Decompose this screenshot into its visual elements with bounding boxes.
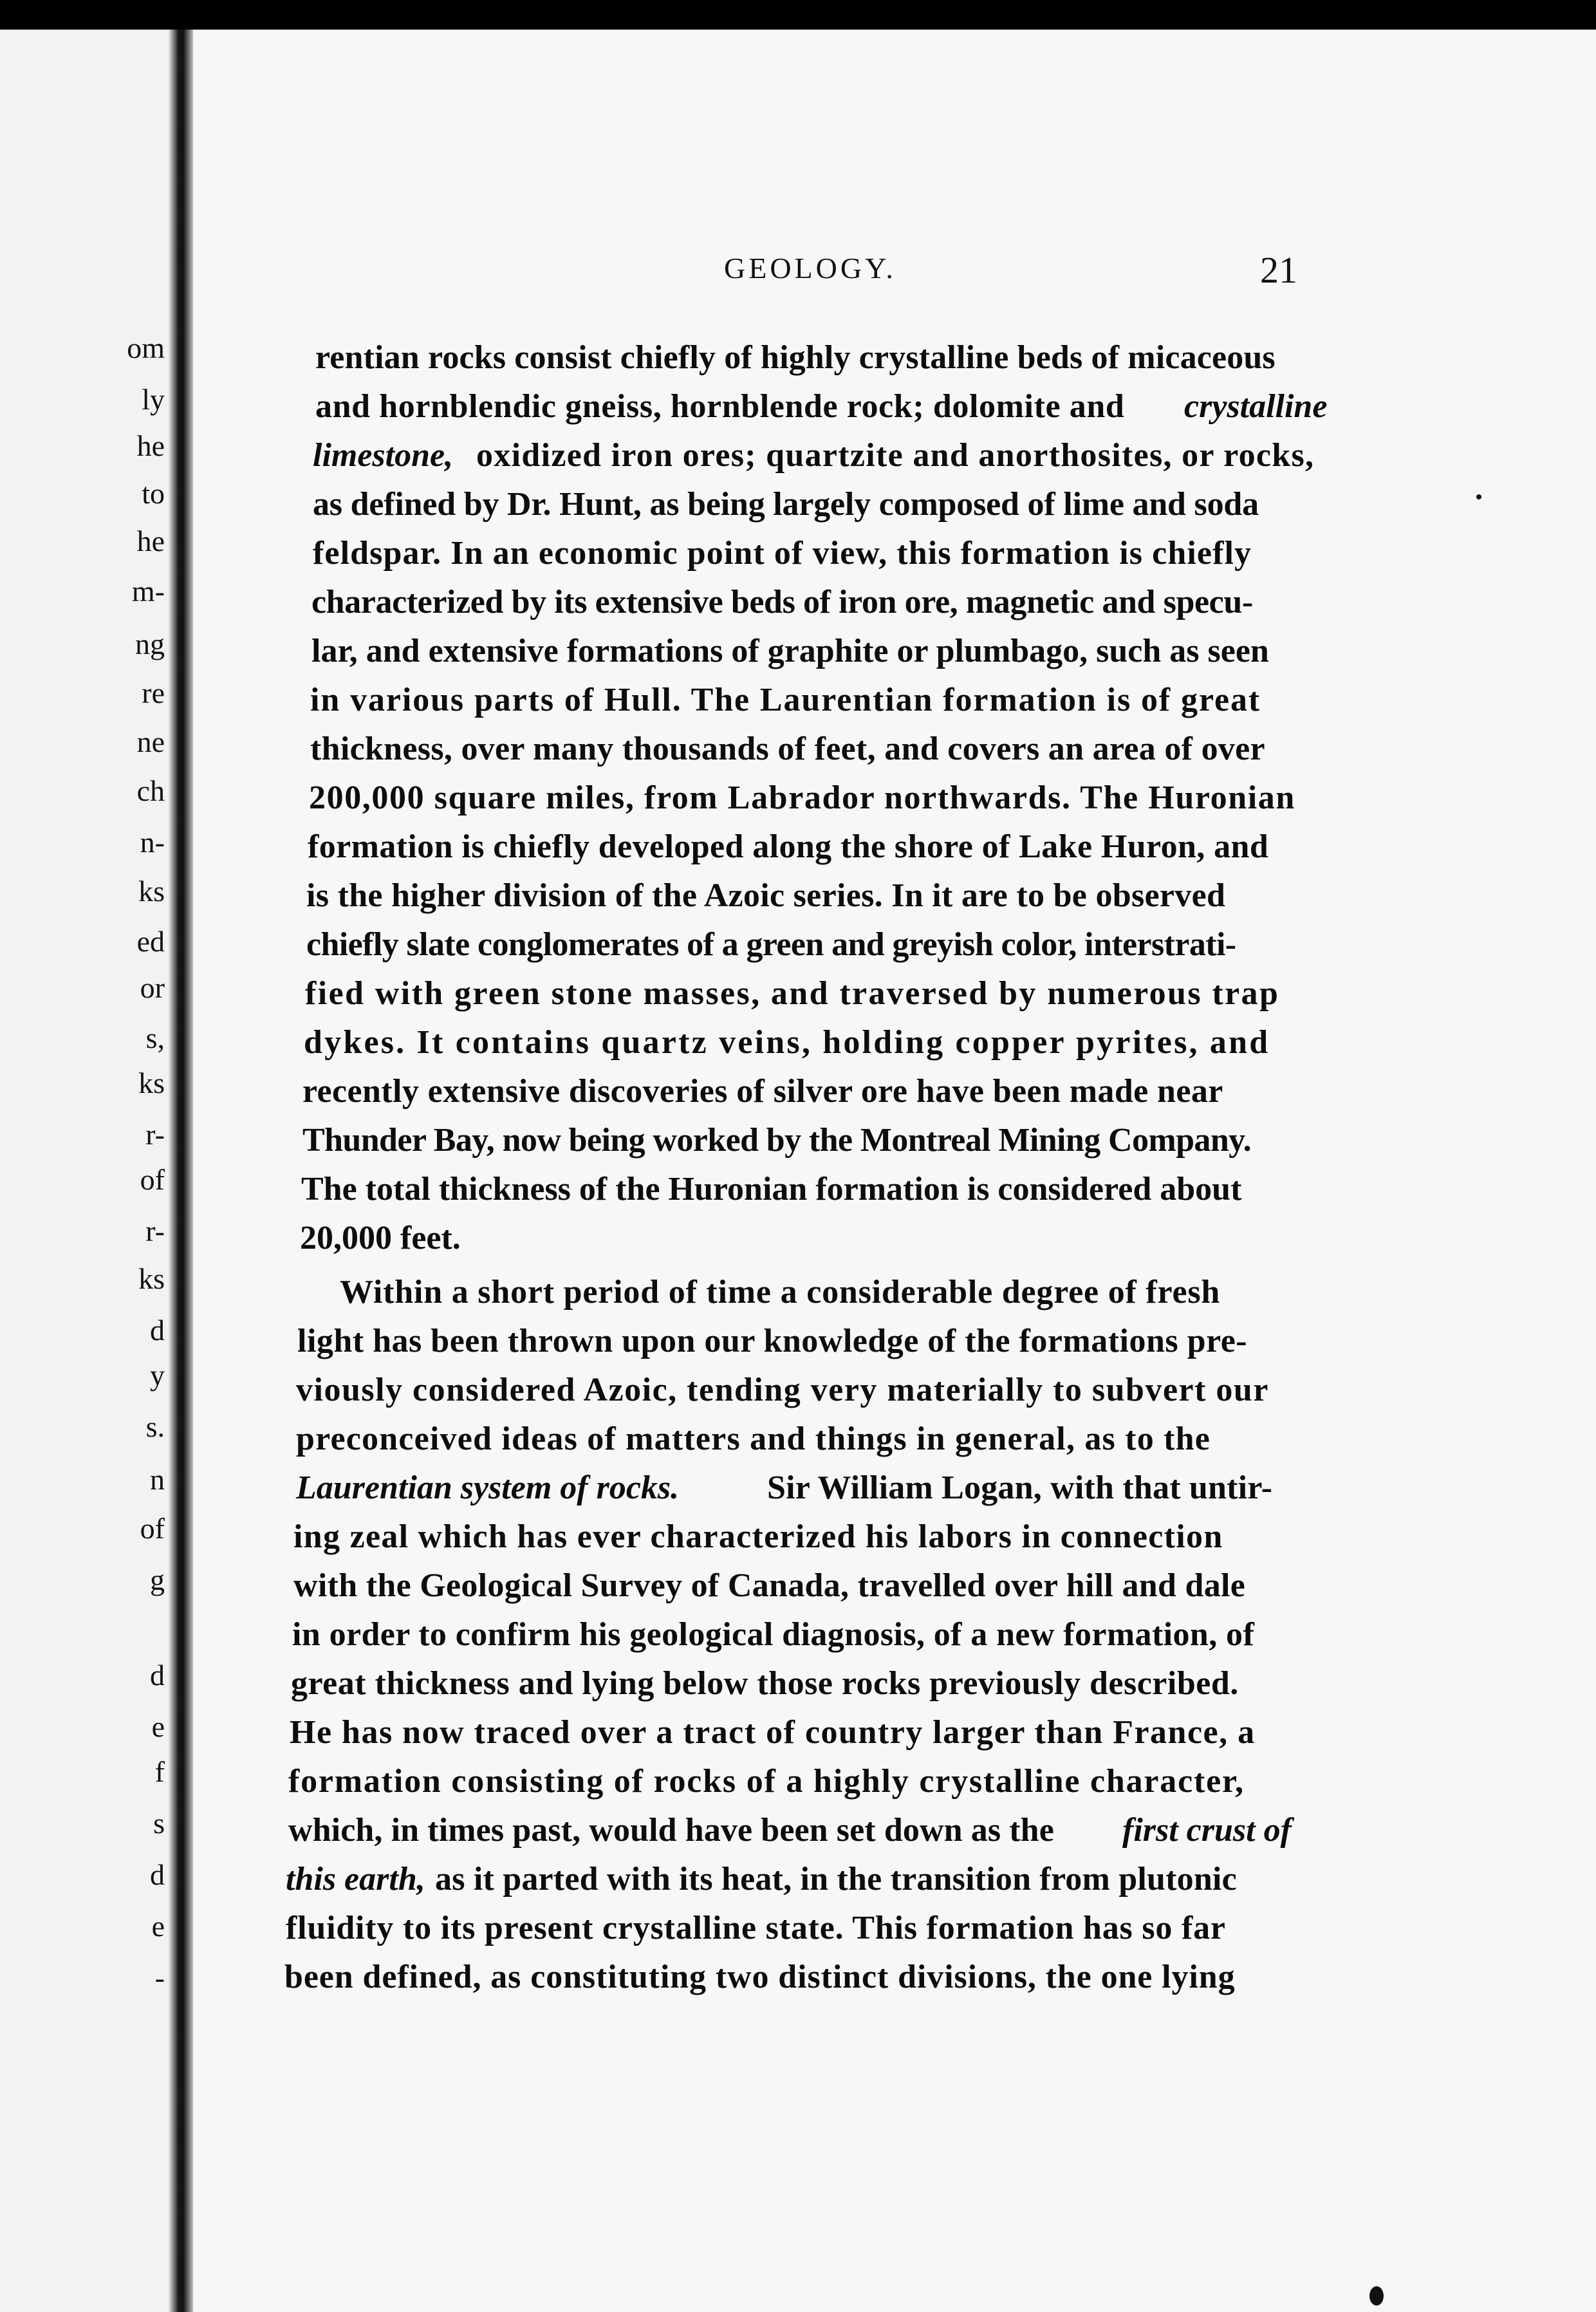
body-line: 200,000 square miles, from Labrador northwards. The Huronian [309,779,1295,816]
scan-speck [1369,2286,1384,2306]
left-page-fragment: ne [136,725,165,758]
left-page-fragment: e [151,1910,165,1943]
body-line: 20,000 feet. [300,1220,461,1256]
left-page-fragment: to [142,477,165,510]
left-page-fragment: y [150,1359,165,1392]
body-line: been defined, as constituting two distinct divisions, the one lying [284,1959,1236,1995]
body-line: is the higher division of the Azoic series. In it are to be observed [306,877,1226,914]
left-page-fragment: d [150,1314,165,1347]
body-line: chiefly slate conglomerates of a green and greyish color, interstrati- [306,926,1236,963]
body-line: recently extensive discoveries of silver ore have been made near [302,1073,1223,1110]
left-page-fragment: ks [138,1262,165,1295]
left-page-fragment: n- [140,826,165,859]
body-line: Sir William Logan, with that untir- [767,1469,1273,1506]
body-line: which, in times past, would have been set down as the [288,1812,1054,1849]
body-line: characterized by its extensive beds of iron ore, magnetic and specu- [311,584,1253,620]
body-line: feldspar. In an economic point of view, this formation is chiefly [313,535,1252,572]
left-page-fragment: d [150,1659,165,1692]
left-page-fragment: ng [135,628,165,660]
body-line: oxidized iron ores; quartzite and anorthosites, or rocks, [476,437,1315,474]
left-page-fragment: of [140,1512,165,1545]
body-line: fied with green stone masses, and traversed by numerous trap [305,975,1280,1012]
body-line-italic: this earth, [286,1861,425,1897]
body-line: as defined by Dr. Hunt, as being largely composed of lime and soda [313,486,1259,523]
body-line: dykes. It contains quartz veins, holding copper pyrites, and [304,1024,1270,1061]
body-line: light has been thrown upon our knowledge of the formations pre- [297,1323,1248,1359]
left-page-fragment: of [140,1163,165,1196]
body-line: Thunder Bay, now being worked by the Montreal Mining Company. [302,1122,1252,1159]
body-line: great thickness and lying below those rocks previously described. [291,1665,1239,1702]
left-page-fragment: or [140,971,165,1004]
body-line: in order to confirm his geological diagnosis, of a new formation, of [292,1616,1255,1653]
left-page-fragment: s, [145,1021,165,1054]
body-line-italic: Laurentian system of rocks. [296,1469,680,1506]
body-line: as it parted with its heat, in the transition from plutonic [435,1861,1237,1897]
running-header: GEOLOGY. [724,252,896,284]
page-number: 21 [1260,249,1297,291]
body-line: in various parts of Hull. The Laurentian formation is of great [310,682,1261,718]
body-line: formation is chiefly developed along the shore of Lake Huron, and [308,828,1269,865]
scan-speck [1476,494,1481,499]
body-line-italic: first crust of [1122,1812,1292,1849]
body-line: with the Geological Survey of Canada, travelled over hill and dale [293,1567,1246,1604]
left-page-fragment: ks [138,875,165,908]
left-page-fragment: f [154,1755,165,1788]
body-line: lar, and extensive formations of graphite or plumbago, such as seen [311,633,1269,669]
left-page-fragment: d [150,1858,165,1891]
body-line: Within a short period of time a considerable degree of fresh [340,1274,1221,1310]
left-page-fragment: ed [136,925,165,958]
left-page-fragment: e [151,1710,165,1743]
scan-top-border [0,0,1596,30]
left-page-fragment: ch [136,774,165,807]
left-page-fragment: n [150,1463,165,1496]
left-page-fragment: he [136,525,165,557]
left-page-fragment: r- [145,1118,165,1151]
body-line: and hornblendic gneiss, hornblende rock; dolomite and [315,388,1125,425]
book-gutter [169,30,193,2312]
left-page-fragment: - [154,1961,165,1994]
left-page-fragment: r- [145,1215,165,1247]
body-line: He has now traced over a tract of country larger than France, a [290,1714,1256,1751]
left-page-fragment: s [153,1807,165,1840]
left-page-fragment: s. [145,1410,165,1443]
left-page-fragment: ks [138,1067,165,1099]
body-line: The total thickness of the Huronian formation is considered about [301,1171,1242,1207]
left-page-fragment: om [127,331,165,364]
body-line: fluidity to its present crystalline state. This formation has so far [286,1910,1226,1946]
left-page-fragment: ly [142,383,165,416]
left-page-fragment: he [136,429,165,462]
body-line-italic: crystalline [1184,388,1328,425]
left-page-fragment: m- [131,575,165,608]
body-line: formation consisting of rocks of a highly crystalline character, [288,1763,1245,1800]
body-line: viously considered Azoic, tending very materially to subvert our [296,1372,1269,1408]
body-line: thickness, over many thousands of feet, and covers an area of over [310,731,1265,767]
body-line-italic: limestone, [313,437,454,474]
left-page-fragment: re [142,676,165,709]
body-line: preconceived ideas of matters and things in general, as to the [296,1421,1211,1457]
left-page-fragment: g [150,1563,165,1596]
body-line: rentian rocks consist chiefly of highly crystalline beds of micaceous [315,339,1276,376]
body-line: ing zeal which has ever characterized his labors in connection [293,1518,1223,1555]
